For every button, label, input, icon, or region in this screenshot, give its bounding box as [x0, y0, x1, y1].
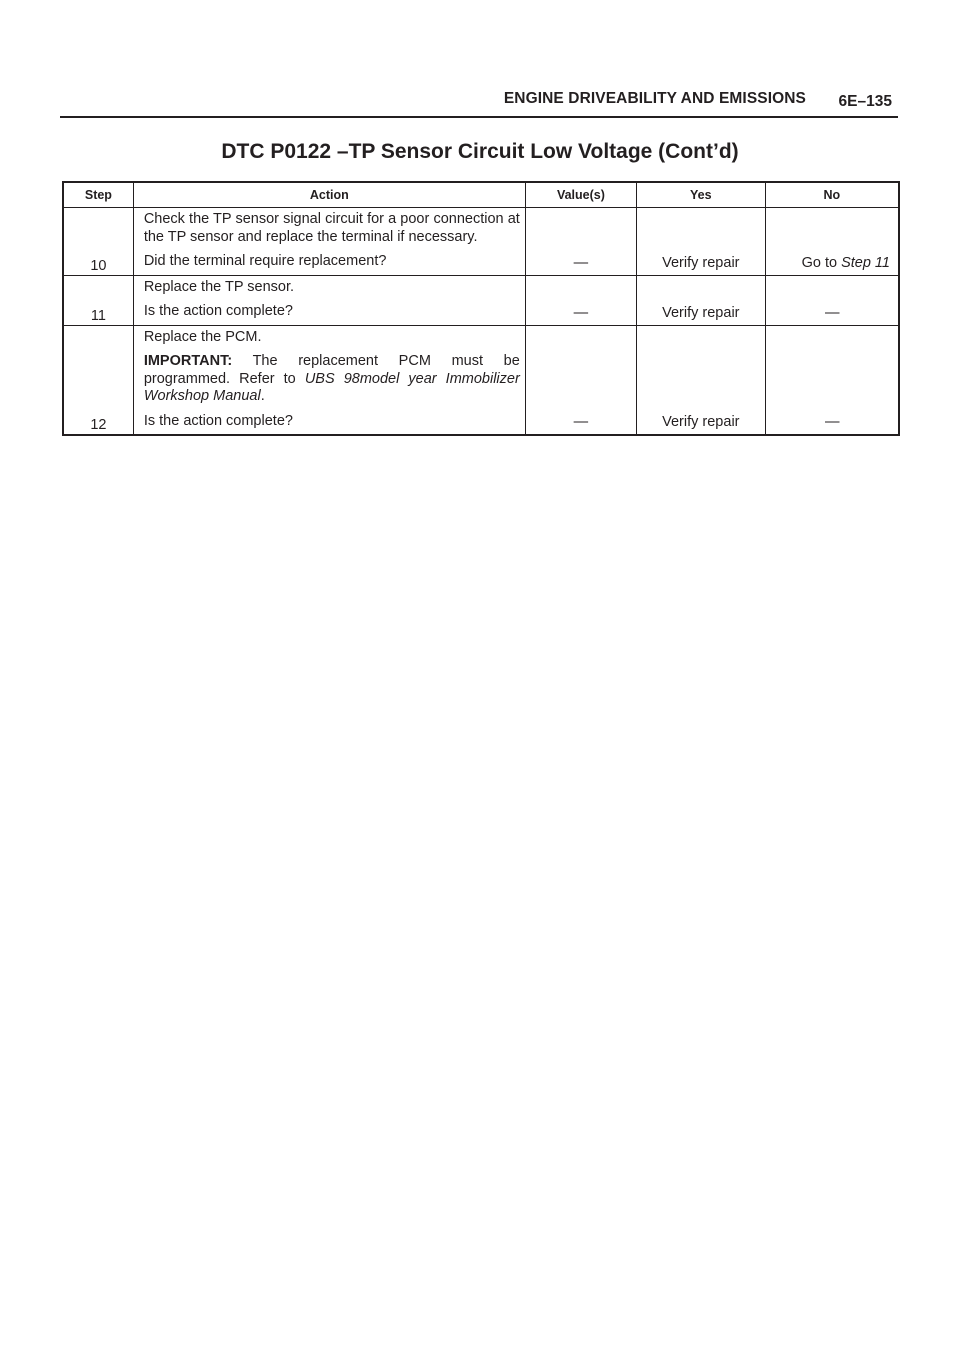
- step-number: 10: [63, 208, 133, 276]
- diagnostic-table: [62, 181, 900, 436]
- no-cell: —: [765, 275, 899, 325]
- yes-cell: Verify repair: [637, 325, 766, 435]
- column-header-action: Action: [133, 182, 525, 208]
- action-cell: [133, 275, 525, 325]
- column-header-no: No: [765, 182, 899, 208]
- action-question: Did the terminal require replacement?: [143, 253, 387, 269]
- no-cell: [765, 208, 899, 276]
- table-row: [63, 325, 899, 435]
- column-header-yes: Yes: [637, 182, 766, 208]
- yes-cell: Verify repair: [637, 208, 766, 276]
- no-prefix: Go to: [801, 254, 838, 271]
- important-end: .: [260, 388, 265, 404]
- value-cell: —: [525, 275, 636, 325]
- action-cell: [133, 325, 525, 435]
- yes-cell: Verify repair: [637, 275, 766, 325]
- step-number: 11: [63, 275, 133, 325]
- important-text: The replacement PCM must be programmed. Refer to: [143, 353, 520, 387]
- table-row: [63, 208, 899, 276]
- page-number: 6E–135: [838, 93, 892, 110]
- important-note: [144, 353, 520, 406]
- action-instruction: Replace the TP sensor.: [143, 278, 295, 295]
- important-label: IMPORTANT:: [143, 353, 233, 369]
- action-instruction: Replace the PCM.: [143, 328, 262, 345]
- manual-reference: UBS 98model year Immobilizer Workshop Manual: [143, 370, 520, 404]
- table-row: [63, 275, 899, 325]
- action-question: Is the action complete?: [143, 412, 293, 429]
- section-title: ENGINE DRIVEABILITY AND EMISSIONS: [503, 90, 806, 107]
- step-reference: Step 11: [841, 254, 890, 271]
- table-header-row: [63, 182, 899, 208]
- value-cell: —: [525, 208, 636, 276]
- action-cell: [133, 208, 525, 276]
- action-instruction: Check the TP sensor signal circuit for a poor connection at the TP sensor and replace the terminal if necessary.: [143, 211, 520, 245]
- no-cell: —: [765, 325, 899, 435]
- action-question: Is the action complete?: [143, 303, 293, 319]
- page-title: DTC P0122 –TP Sensor Circuit Low Voltage (Cont’d): [221, 140, 739, 163]
- page-header: [60, 86, 898, 118]
- column-header-step: Step: [63, 182, 133, 208]
- step-number: 12: [63, 325, 133, 435]
- value-cell: —: [525, 325, 636, 435]
- column-header-values: Value(s): [525, 182, 636, 208]
